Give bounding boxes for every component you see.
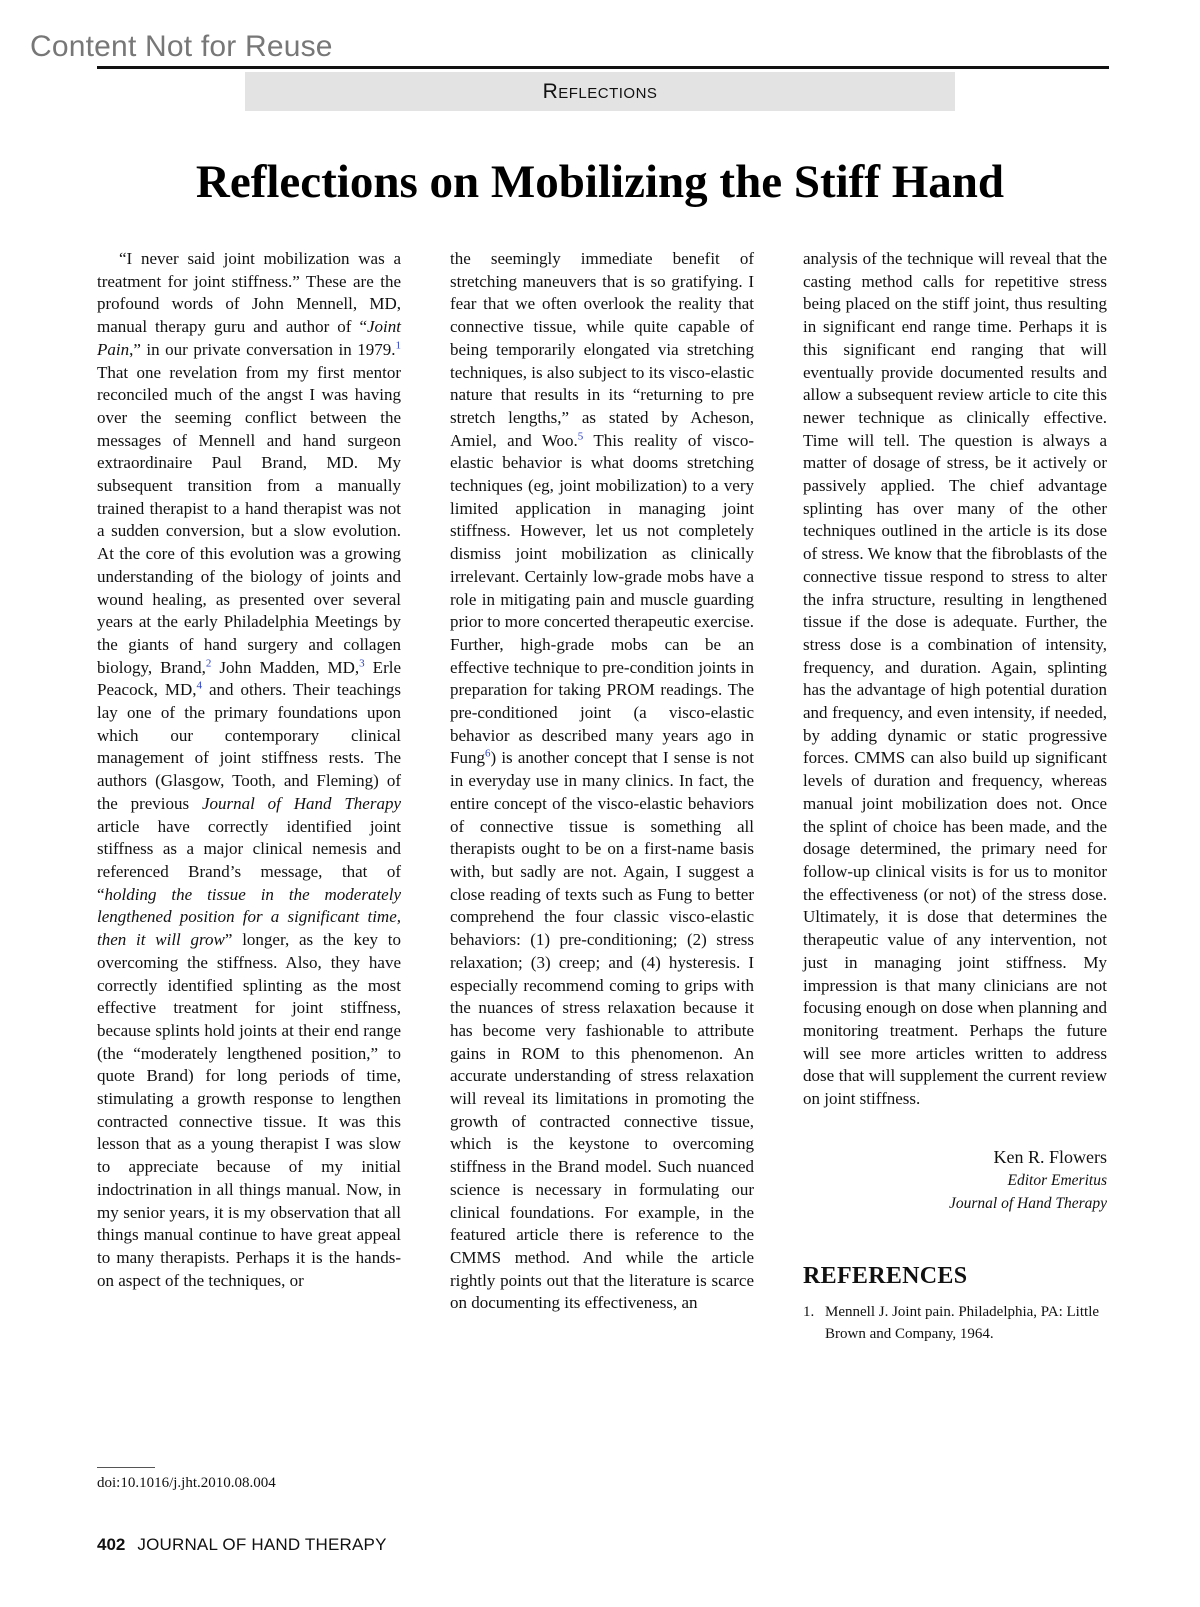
italic-text: Joint Pain xyxy=(97,317,401,359)
page-footer xyxy=(97,1535,387,1555)
page-number: 402 xyxy=(97,1535,126,1554)
citation-ref[interactable]: 2 xyxy=(205,657,212,669)
reference-text: Mennell J. Joint pain. Philadelphia, PA: Little Brown and Company, 1964. xyxy=(825,1304,1100,1343)
reference-number: 1. xyxy=(803,1304,815,1321)
citation-ref[interactable]: 4 xyxy=(196,679,203,692)
footnote-rule xyxy=(97,1467,155,1468)
citation-ref[interactable]: 1 xyxy=(395,339,401,352)
italic-text: holding the tissue in the moderately lengthened position for a significant time, then it will grow xyxy=(97,884,401,950)
column-2-text: the seemingly immediate benefit of stretching maneuvers that is so gratifying. I fear that we often overlook the reality that connective tissue, while quite capable of being temporarily elongated via stretching techniques, is also subject to its visco-elastic nature that results in its “returning to pre stretch lengths,” as stated by Acheson, Amiel, and Woo.$^5$ This reality of visco-elastic behavior is what dooms stretching techniques (eg, joint mobilization) to a very limited application in managing joint stiffness. However, let us not completely dismiss joint mobilization as clinically irrelevant. Certainly low-grade mobs have a role in mitigating pain and muscle guarding prior to more concerted therapeutic exercise. Further, high-grade mobs can be an effective technique to pre-condition joints in preparation for taking PROM readings. The pre-conditioned joint (a visco-elastic behavior as described many years ago in Fung$^6$) is another concept that I sense is not in everyday use in many clinics. In fact, the entire concept of the visco-elastic behaviors of connective tissue is something all therapists ought to be on a first-name basis with, but sadly are not. Again, I suggest a close reading of texts such as Fung to better comprehend the four classic visco-elastic behaviors: (1) pre-conditioning; (2) stress relaxation; (3) creep; and (4) hysteresis. I especially recommend coming to grips with the nuances of stress relaxation because it has become very fashionable to attribute gains in ROM to this phenomenon. An accurate understanding of stress relaxation will reveal its limitations in promoting the growth of contracted connective tissue, which is the keystone to overcoming stiffness in the Brand model. Such nuanced science is necessary in formulating our clinical foundations. For example, in the featured article there is reference to the CMMS method. And while the article rightly points out that the literature is scarce on documenting its effectiveness, an xyxy=(450,249,754,1313)
reference-item xyxy=(803,1301,1107,1345)
header-rule xyxy=(97,66,1109,69)
doi-footnote: doi:10.1016/j.jht.2010.08.004 xyxy=(97,1475,276,1491)
watermark: Content Not for Reuse xyxy=(30,30,333,63)
signature-block xyxy=(803,1145,1107,1215)
citation-ref[interactable]: 5 xyxy=(577,429,584,442)
column-3-text: analysis of the technique will reveal that the casting method calls for repetitive stress being placed on the stiff joint, thus resulting in significant end range time. Perhaps it is this significant end ranging that will eventually provide documented results and allow a subsequent review article to cite this newer technique as clinically effective. Time will tell. The question is always a matter of dosage of stress, be it actively or passively applied. The chief advantage splinting has over many of the other techniques outlined in the article is its dose of stress. We know that the fibroblasts of the connective tissue respond to stress to alter the infra structure, resulting in lengthened tissue if the dose is adequate. Further, the stress dose is a combination of intensity, frequency, and duration. Again, splinting has the advantage of high potential duration and frequency, and even intensity, if needed, by adding dynamic or static progressive forces. CMMS can also build up significant levels of duration and frequency, whereas manual joint mobilization does not. Once the splint of choice has been made, and the dosage determined, the primary need for follow-up clinical visits is for us to monitor the effectiveness (or not) of the stress dose. Ultimately, it is dose that determines the therapeutic value of any intervention, not just in managing joint stiffness. My impression is that many clinicians are not focusing enough on dose when planning and monitoring treatment. Perhaps the future will see more articles written to address dose that will supplement the current review on joint stiffness. xyxy=(803,249,1107,1109)
body-column-2 xyxy=(450,248,754,1315)
footer-journal-name: JOURNAL OF HAND THERAPY xyxy=(137,1535,387,1554)
section-label: Reflections xyxy=(542,79,658,103)
body-column-1 xyxy=(97,248,401,1292)
author-role: Editor Emeritus xyxy=(1007,1171,1107,1189)
column-1-text: “I never said joint mobilization was a treatment for joint stiffness.” These are the profound words of John Mennell, MD, manual therapy guru and author of “Joint Pain,” in our private conversation in 1979.$^1$ That one revelation from my first mentor reconciled much of the angst I was having over the seeming conflict between the messages of Mennell and hand surgeon extraordinaire Paul Brand, MD. My subsequent transition from a manually trained therapist to a hand therapist was not a sudden conversion, but a slow evolution. At the core of this evolution was a growing understanding of the biology of joints and wound healing, as presented over several years at the early Philadelphia Meetings by the giants of hand surgery and collagen biology, Brand,$^2$ John Madden, MD,$^3$ Erle Peacock, MD,$^4$ and others. Their teachings lay one of the primary foundations upon which our contemporary clinical management of joint stiffness rests. The authors (Glasgow, Tooth, and Fleming) of the previous Journal of Hand Therapy article have correctly identified joint stiffness as a major clinical nemesis and referenced Brand’s message, that of “holding the tissue in the moderately lengthened position for a significant time, then it will grow” longer, as the key to overcoming the stiffness. Also, they have correctly identified splinting as the most effective treatment for joint stiffness, because splints hold joints at their end range (the “moderately lengthened position,” to quote Brand) for long periods of time, stimulating a growth response to lengthen contracted connective tissue. It was this lesson that as a young therapist I was slow to appreciate because of my initial indoctrination in all things manual. Now, in my senior years, it is my observation that all things manual continue to have great appeal to many therapists. Perhaps it is the hands-on aspect of the techniques, or xyxy=(97,249,401,1290)
author-journal: Journal of Hand Therapy xyxy=(948,1194,1107,1212)
author-name: Ken R. Flowers xyxy=(993,1146,1107,1167)
section-band xyxy=(245,72,955,111)
citation-ref[interactable]: 6 xyxy=(484,747,491,760)
body-column-3 xyxy=(803,248,1107,1345)
italic-text: Journal of Hand Therapy xyxy=(201,793,401,813)
references-heading: REFERENCES xyxy=(803,1262,968,1289)
article-title: Reflections on Mobilizing the Stiff Hand xyxy=(195,156,1005,208)
citation-ref[interactable]: 3 xyxy=(359,657,365,669)
